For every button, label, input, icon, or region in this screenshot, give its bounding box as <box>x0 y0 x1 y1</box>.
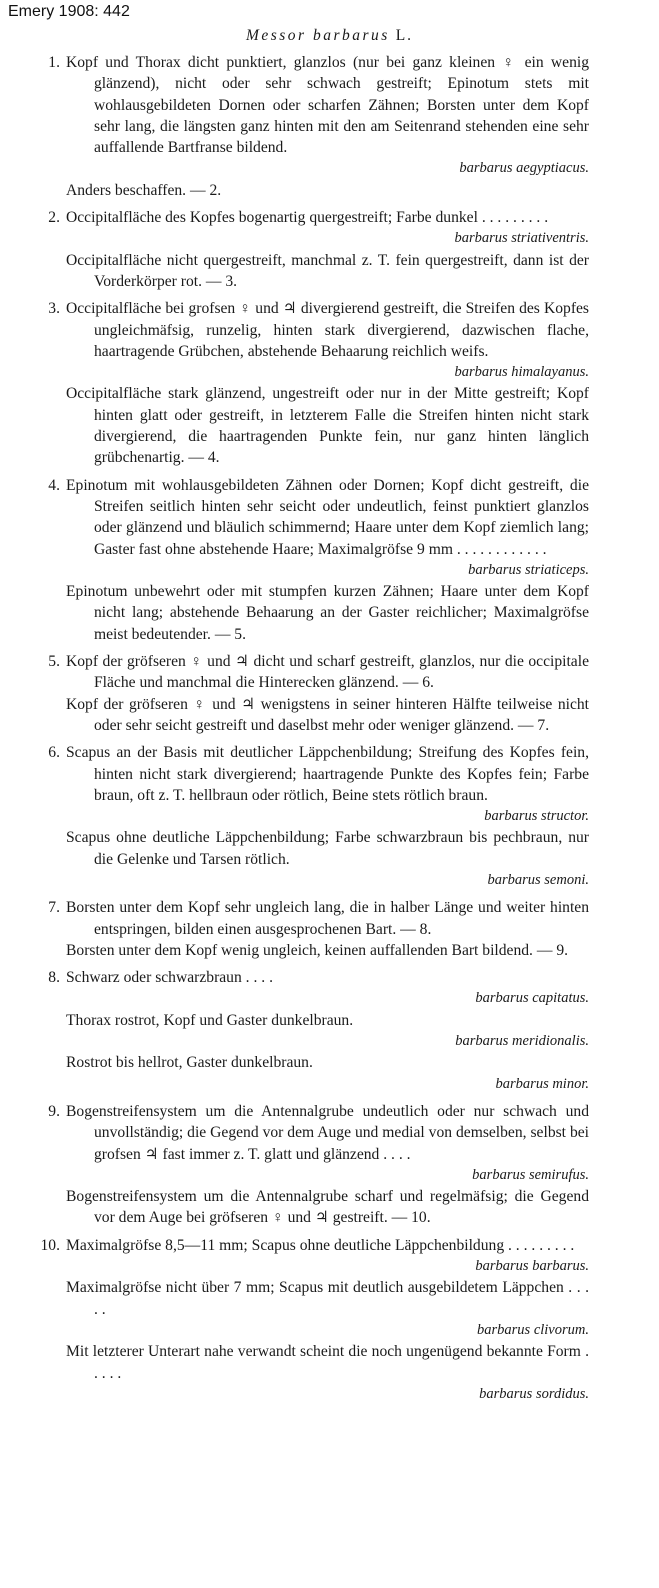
species-name: barbarus semoni. <box>487 871 589 888</box>
species-name: barbarus striaticeps. <box>468 561 589 578</box>
couplet-number: 8. <box>48 969 60 987</box>
couplet-lead <box>0 967 589 988</box>
couplet-alternative: Occipitalfläche stark glänzend, ungestreift oder nur in der Mitte gestreift; Kopf hinten glatt oder gestreift, in letzterem Falle die Streifen hinten nicht stark divergierend, die haartragenden Punkte fein, nur ganz hinten länglich grübchenartig. — 4. <box>66 385 589 467</box>
couplet-number: 9. <box>48 1102 60 1120</box>
couplet-lead <box>0 742 589 806</box>
couplet-lead <box>0 298 589 362</box>
species-name: barbarus clivorum. <box>477 1321 589 1338</box>
key-couplet <box>0 475 659 645</box>
couplet-lead-text: Scapus an der Basis mit deutlicher Läppchenbildung; Streifung des Kopfes fein, hinten nicht stark divergierend; haartragende Punkte des Kopfes fein; Farbe braun, oft z. T. hellbraun oder rötlich, Beine stets rötlich braun. <box>66 744 589 804</box>
species-name: barbarus capitatus. <box>475 990 589 1007</box>
key-couplet <box>0 967 659 1095</box>
species-name: barbarus minor. <box>495 1075 589 1092</box>
key-couplet <box>0 52 659 201</box>
couplet-lead <box>0 52 589 158</box>
couplet-alternative: Rostrot bis hellrot, Gaster dunkelbraun. <box>66 1054 313 1072</box>
couplet-lead <box>0 651 589 694</box>
couplet-alternative: Mit letzterer Unterart nahe verwandt scheint die noch ungenügend bekannte Form . . . . . <box>66 1343 589 1382</box>
couplet-alternative: Occipitalfläche nicht quergestreift, manchmal z. T. fein quergestreift, dann ist der Vorderkörper rot. — 3. <box>66 251 589 290</box>
species-name: barbarus meridionalis. <box>455 1033 589 1050</box>
species-name: barbarus structor. <box>484 808 589 825</box>
species-name: barbarus striativentris. <box>454 230 589 247</box>
couplet-lead-text: Occipitalfläche des Kopfes bogenartig quergestreift; Farbe dunkel . . . . . . . . . <box>66 209 549 227</box>
couplet-lead <box>0 1101 589 1165</box>
couplet-alternative: Maximalgröfse nicht über 7 mm; Scapus mit deutlich ausgebildetem Läppchen . . . . . <box>66 1279 589 1318</box>
couplet-lead <box>0 897 589 940</box>
key-couplet <box>0 897 659 961</box>
couplet-lead <box>0 207 589 228</box>
species-name: barbarus sordidus. <box>479 1385 589 1402</box>
key-couplet <box>0 1235 659 1405</box>
couplet-alternative: Borsten unter dem Kopf wenig ungleich, keinen auffallenden Bart bildend. — 9. <box>66 941 569 959</box>
species-name: barbarus semirufus. <box>472 1166 589 1183</box>
key-couplet <box>0 1101 659 1229</box>
species-name: barbarus aegyptiacus. <box>459 160 589 177</box>
species-name: barbarus himalayanus. <box>454 364 589 381</box>
key-couplet <box>0 651 659 736</box>
couplet-lead-text: Kopf und Thorax dicht punktiert, glanzlos (nur bei ganz kleinen ♀ ein wenig glänzend), nicht oder sehr schwach gestreift; Epinotum stets mit wohlausgebildeten Dornen oder scharfen Zähnen; Borsten unter dem Kopf sehr lang, die längsten ganz hinten mit den am Seitenrand stehenden eine sehr auffallende Bartfranse bildend. <box>66 54 589 157</box>
key-couplet <box>0 207 659 292</box>
couplet-number: 4. <box>48 476 60 494</box>
page-title <box>0 27 659 45</box>
title-author: L. <box>395 27 414 44</box>
couplet-lead-text: Kopf der gröfseren ♀ und ♃ dicht und scharf gestreift, glanzlos, nur die occipitale Fläche und manchmal die Hinterecken glänzend. — 6. <box>66 653 589 692</box>
couplet-lead-text: Borsten unter dem Kopf sehr ungleich lang, die in halber Länge und weiter hinten entspringen, bilden einen ausgesprochenen Bart. — 8. <box>66 899 589 938</box>
couplet-lead-text: Epinotum mit wohlausgebildeten Zähnen oder Dornen; Kopf dicht gestreift, die Streifen seitlich hinten sehr seicht oder undeutlich, feinst punktiert glanzlos oder glänzend und bläulich schimmernd; Haare unter dem Kopf ziemlich lang; Gaster fast ohne abstehende Haare; Maximalgröfse 9 mm . . . . . . . . . . . . <box>66 476 589 558</box>
couplet-lead <box>0 1235 589 1256</box>
couplet-number: 6. <box>48 744 60 762</box>
couplet-lead-text: Bogenstreifensystem um die Antennalgrube undeutlich oder nur schwach und unvollständig; die Gegend vor dem Auge und medial von demselben, selbst bei grofsen ♃ fast immer z. T. glatt und glänzend . . . . <box>66 1102 589 1163</box>
couplet-number: 2. <box>48 209 60 227</box>
couplet-lead-text: Occipitalfläche bei grofsen ♀ und ♃ divergierend gestreift, die Streifen des Kopfes ungleichmäfsig, runzelig, hinten stark divergierend, dazwischen flache, haartragende Grübchen, abstehende Behaarung reichlich weifs. <box>66 300 589 360</box>
species-name: barbarus barbarus. <box>475 1258 589 1275</box>
key-couplet <box>0 742 659 891</box>
couplet-number: 7. <box>48 899 60 917</box>
key-couplet <box>0 298 659 468</box>
couplet-alternative: Epinotum unbewehrt oder mit stumpfen kurzen Zähnen; Haare unter dem Kopf nicht lang; abstehende Behaarung an der Gaster reichlicher; Maximalgröfse meist bedeutender. — 5. <box>66 583 589 643</box>
couplet-number: 1. <box>48 54 60 71</box>
couplet-lead-text: Schwarz oder schwarzbraun . . . . <box>66 969 273 987</box>
couplet-number: 10. <box>40 1236 60 1254</box>
couplet-number: 5. <box>48 653 60 671</box>
couplet-lead <box>0 475 589 560</box>
identification-key <box>0 52 659 1411</box>
couplet-alternative: Anders beschaffen. — 2. <box>66 181 222 199</box>
couplet-alternative: Kopf der gröfseren ♀ und ♃ wenigstens in seiner hinteren Hälfte teilweise nicht oder sehr seicht gestreift und daselbst mehr oder weniger glänzend. — 7. <box>66 695 589 734</box>
couplet-alternative: Scapus ohne deutliche Läppchenbildung; Farbe schwarzbraun bis pechbraun, nur die Gelenke und Tarsen rötlich. <box>66 829 589 868</box>
couplet-number: 3. <box>48 300 60 318</box>
couplet-lead-text: Maximalgröfse 8,5—11 mm; Scapus ohne deutliche Läppchenbildung . . . . . . . . . <box>66 1236 575 1254</box>
page-header: Emery 1908: 442 <box>8 3 130 20</box>
couplet-alternative: Bogenstreifensystem um die Antennalgrube scharf und regelmäfsig; die Gegend vor dem Auge bei gröfseren ♀ und ♃ gestreift. — 10. <box>66 1188 589 1227</box>
title-genus: Messor barbarus <box>245 27 390 44</box>
couplet-alternative: Thorax rostrot, Kopf und Gaster dunkelbraun. <box>66 1011 354 1029</box>
